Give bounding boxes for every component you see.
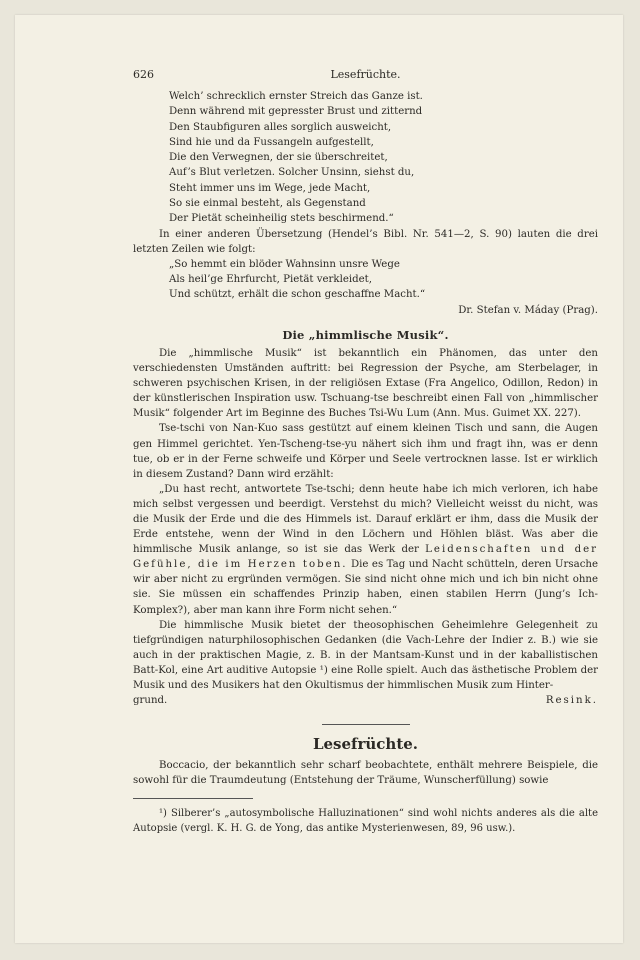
verse-line: Als heil’ge Ehrfurcht, Pietät verkleidet, xyxy=(169,274,373,286)
paragraph-2: Tse-tschi von Nan-Kuo sass gestützt auf einem kleinen Tisch und sann, die Augen gen Himmel gerichtet. Yen-Tscheng-tse-yu nähert sich ihm und fragt ihn, was er denn tue, ob er in der Ferne schweife und Körper und Seele vertrocknen lasse. Ist er wirklich in diesem Zustand? Dann wird erzählt: xyxy=(133,423,598,480)
signature-resink: Resink. xyxy=(545,695,598,707)
verse-line: Der Pietät scheinheilig stets beschirmend.“ xyxy=(169,213,394,225)
paragraph-3 xyxy=(133,482,598,618)
paragraph-3-text-cont: Die es Tag und Nacht schütteln, deren Ursache wir aber nicht zu ergründen vermögen. Sie sind nicht ohne mich und ich bin nicht ohne sie. Sie müssen ein schaffendes Prinzip haben, einen stabilen Herrn (Jung’s Ich-Komplex?), aber man kann ihre Form nicht sehen.“ xyxy=(133,559,598,616)
section-title: Die „himmlische Musik“. xyxy=(282,327,449,342)
verse-line: Auf’s Blut verletzen. Solcher Unsinn, siehst du, xyxy=(169,167,415,179)
paragraph-5: Boccacio, der bekanntlich sehr scharf beobachtete, enthält mehrere Beispiele, die sowohl für die Traumdeutung (Entstehung der Träume, Wunscherfüllung) sowie xyxy=(133,760,598,787)
verse-line: Die den Verwegnen, der sie überschreitet, xyxy=(169,152,388,164)
paragraph-translation: In einer anderen Übersetzung (Hendel’s Bibl. Nr. 541—2, S. 90) lauten die drei letzten Zeilen wie folgt: xyxy=(133,228,598,255)
footnote: ¹) Silberer’s „autosymbolische Halluzinationen“ sind wohl nichts anderes als die alte Autopsie (vergl. K. H. G. de Yong, das antike Mysterienwesen, 89, 96 usw.). xyxy=(133,808,598,834)
verse-block-2 xyxy=(133,257,598,303)
verse-line: Steht immer uns im Wege, jede Macht, xyxy=(169,182,371,194)
main-title: Lesefrüchte. xyxy=(312,735,419,754)
verse-line: Welch’ schrecklich ernster Streich das Ganze ist. xyxy=(169,91,423,102)
verse-line: Sind hie und da Fussangeln aufgestellt, xyxy=(169,136,374,148)
verse-block-1 xyxy=(133,89,598,227)
paragraph-4-end: grund. xyxy=(133,695,168,707)
verse-line: So sie einmal besteht, als Gegenstand xyxy=(169,198,366,210)
paragraph-3-text: „Du hast recht, antwortete Tse-tschi; denn heute habe ich mich verloren, ich habe mich selbst vergessen und beerdigt. Verstehst du mich? Vielleicht weisst du nicht, was die Musik der Erde und die des Himmels ist. Darauf erklärt er ihm, dass die Musik der Erde entstehe, wenn der Wind in den Löchern und Höhlen bläst. Was aber die himmlische Musik anlange, so ist sie das Werk der xyxy=(133,483,598,556)
footnote-divider xyxy=(133,798,253,799)
page-header xyxy=(133,67,598,89)
page xyxy=(15,15,623,943)
paragraph-4-last-line xyxy=(133,693,598,708)
page-content xyxy=(133,67,598,836)
verse-line: „So hemmt ein blöder Wahnsinn unsre Wege xyxy=(169,258,400,270)
spaced-emphasis: Leidenschaften und der Gefühle, die im Herzen toben. xyxy=(133,544,598,571)
page-number: 626 xyxy=(133,68,154,81)
verse-line: Den Staubfiguren alles sorglich ausweicht, xyxy=(169,121,392,133)
verse-line: Denn während mit gepresster Brust und zitternd xyxy=(169,106,423,118)
running-title: Lesefrüchte. xyxy=(330,68,401,81)
section-divider xyxy=(322,724,410,725)
signature-maday: Dr. Stefan v. Máday (Prag). xyxy=(458,304,598,316)
verse-line: Und schützt, erhält die schon geschaffne Macht.“ xyxy=(169,289,426,301)
paragraph-1: Die „himmlische Musik“ ist bekanntlich ein Phänomen, das unter den verschiedensten Umständen auftritt: bei Regression der Psyche, am Sterbelager, in schweren psychischen Krisen, in der religiösen Extase (Fra Angelico, Odillon, Redon) in der künstlerischen Inspiration usw. Tschuang-tse beschreibt einen Fall von „himmlischer Musik“ folgender Art im Beginne des Buches Tsi-Wu Lum (Ann. Mus. Guimet XX. 227). xyxy=(133,347,598,420)
paragraph-4: Die himmlische Musik bietet der theosophischen Geheimlehre Gelegenheit zu tiefgründigen naturphilosophischen Gedanken (die Vach-Lehre der Indier z. B.) wie sie auch in der praktischen Magie, z. B. in der Mantsam-Kunst und in der kaballistischen Batt-Kol, eine Art auditive Autopsie ¹) eine Rolle spielt. Auch das ästhetische Problem der Musik und des Musikers hat den Okultismus der himmlischen Musik zum Hinter- xyxy=(133,619,598,691)
